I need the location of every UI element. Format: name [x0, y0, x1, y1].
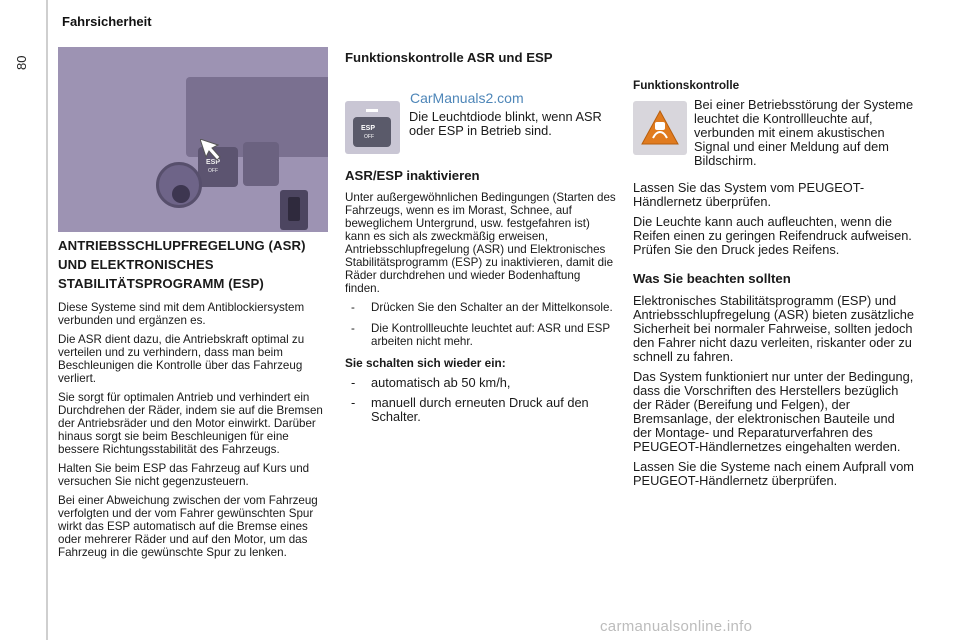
check-paragraph: Lassen Sie das System vom PEUGEOT-Händlernetz überprüfen.	[633, 180, 865, 209]
esp-key-sublabel: OFF	[364, 134, 374, 140]
footer-watermark: carmanualsonline.info	[600, 618, 753, 635]
esp-key	[353, 117, 391, 147]
notes-paragraph-1: Elektronisches Stabilitätsprogramm (ESP) und Antriebsschlupfregelung (ASR) bieten zusätzliche Sicherheit bei normaler Fahrweise, sollten jedoch den Fahrer nicht dazu verleiten, riskanter oder zu schnell zu fahren.	[633, 293, 914, 364]
dashboard-switch-photo	[58, 47, 328, 232]
intro-paragraph: Diese Systeme sind mit dem Antiblockiersystem verbunden und ergänzen es.	[58, 301, 305, 327]
deactivate-text: Unter außergewöhnlichen Bedingungen (Starten des Fahrzeugs, wenn es im Morast, Schnee, auf beweglichem Untergrund, usw. festgefahren ist) kann es sich als zweckmäßig erweisen, Antriebsschlupfregelung (ASR) und Elektronisches Stabilitätsprogramm (ESP) zu inaktivieren, damit die Räder durchdrehen und wieder Bodenhaftung finden.	[345, 191, 616, 295]
led-note-text: Die Leuchtdiode blinkt, wenn ASR oder ESP in Betrieb sind.	[409, 109, 602, 138]
section-title: Fahrsicherheit	[62, 14, 152, 29]
function-check-heading: Funktionskontrolle ASR und ESP	[345, 50, 553, 65]
list-item: - Die Kontrollleuchte leuchtet auf: ASR und ESP arbeiten nicht mehr.	[345, 322, 617, 348]
esp-off-button-icon	[345, 101, 400, 154]
reactivate-heading: Sie schalten sich wieder ein:	[345, 356, 506, 370]
warning-note-text: Bei einer Betriebsstörung der Systeme leuchtet die Kontrollleuchte auf, verbunden mit einem akustischen Signal und einer Meldung auf dem Bildschirm.	[694, 97, 914, 168]
adjacent-switch	[243, 142, 279, 186]
function-check-subheading: Funktionskontrolle	[633, 78, 740, 92]
notes-paragraph-3: Lassen Sie die Systeme nach einem Aufprall vom PEUGEOT-Händlernetz überprüfen.	[633, 459, 914, 488]
traction-paragraph: Sie sorgt für optimalen Antrieb und verhindert ein Durchdrehen der Räder, indem sie auf die Bremsen der Antriebsräder und den Motor einwirkt. Darüber hinaus sorgt sie beim Beschleunigen für eine bessere Richtungsstabilität des Fahrzeugs.	[58, 391, 323, 456]
stability-warning-icon	[633, 101, 687, 155]
carmanuals-watermark: CarManuals2.com	[410, 90, 524, 106]
right-title-block	[633, 78, 913, 98]
deactivate-heading: ASR/ESP inaktivieren	[345, 168, 480, 183]
esp-key-label: ESP	[361, 125, 376, 132]
pointer-arrow-icon	[200, 139, 222, 161]
warning-triangle-icon	[640, 108, 680, 148]
right-body	[633, 181, 915, 494]
function-check-title-block	[345, 50, 605, 73]
list-item: - manuell durch erneuten Druck auf den Schalter.	[345, 396, 617, 424]
esp-switch-label: ESP	[206, 159, 221, 166]
list-item: - automatisch ab 50 km/h,	[345, 376, 617, 390]
deactivate-section	[345, 168, 617, 430]
esp-steering-paragraph: Halten Sie beim ESP das Fahrzeug auf Kurs und versuchen Sie nicht gegenzusteuern.	[58, 462, 310, 488]
esp-switch-off-label: OFF	[208, 168, 218, 174]
asr-paragraph: Die ASR dient dazu, die Antriebskraft optimal zu verteilen und zu verhindern, dass man beim Beschleunigen die Kontrolle über das Fahrzeug verliert.	[58, 333, 305, 385]
led-note	[409, 110, 607, 144]
reactivate-list	[345, 376, 617, 424]
tyre-paragraph: Die Leuchte kann auch aufleuchten, wenn die Reifen einen zu geringen Reifendruck aufweisen. Prüfen Sie den Druck jedes Reifens.	[633, 214, 912, 257]
notes-heading: Was Sie beachten sollten	[633, 271, 791, 286]
mirror-knob-center	[172, 185, 190, 203]
left-column	[58, 236, 330, 565]
warning-note	[694, 98, 914, 174]
main-heading: ANTRIEBSSCHLUPFREGELUNG (ASR) UND ELEKTRONISCHES STABILITÄTSPROGRAMM (ESP)	[58, 238, 306, 291]
deactivate-steps	[345, 301, 617, 348]
margin-rule	[46, 0, 48, 640]
page-number: 80	[14, 55, 29, 70]
notes-paragraph-2: Das System funktioniert nur unter der Bedingung, dass die Vorschriften des Herstellers bezüglich der Räder (Bereifung und Felgen), der Bremsanlage, der elektronischen Bauteile und der Montage- und Reparaturverfahren des PEUGEOT-Händlernetzes eingehalten werden.	[633, 369, 914, 454]
list-item: - Drücken Sie den Schalter an der Mittelkonsole.	[345, 301, 617, 314]
led-indicator	[366, 109, 378, 112]
fog-light-switch-rocker	[288, 197, 300, 221]
esp-correction-paragraph: Bei einer Abweichung zwischen der vom Fahrzeug verfolgten und der vom Fahrer gewünschten Spur wirkt das ESP automatisch auf die Bremse eines oder mehrerer Räder und auf den Motor, um das Fahrzeug in die gewünschte Spur zu lenken.	[58, 494, 318, 559]
